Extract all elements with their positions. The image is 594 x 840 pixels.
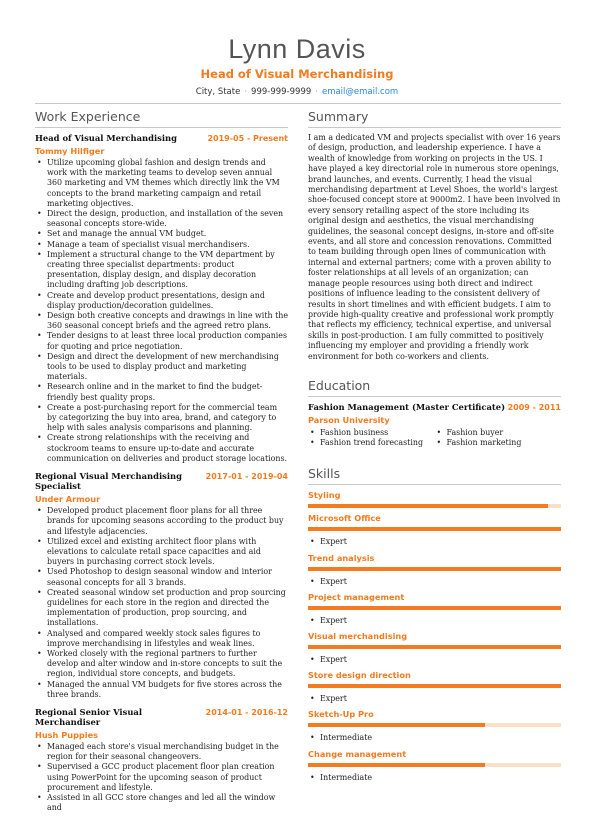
job-entry bbox=[35, 133, 288, 464]
section-title-work: Work Experience bbox=[35, 109, 288, 128]
job-company: Under Armour bbox=[35, 494, 101, 505]
skill-bar bbox=[308, 723, 561, 727]
education-school: Parson University bbox=[308, 414, 390, 425]
job-list bbox=[35, 133, 288, 813]
job-bullet: • Design and direct the development of new merchandising tools to be used to display product and marketing materials. bbox=[35, 352, 288, 383]
skill-level-list bbox=[308, 655, 561, 665]
skill-level: • Expert bbox=[308, 577, 561, 587]
job-role: Regional Senior Visual Merchandiser bbox=[35, 706, 143, 727]
job-bullet: • Set and manage the annual VM budget. bbox=[35, 229, 288, 239]
job-header bbox=[35, 471, 288, 491]
skill-name: Microsoft Office bbox=[308, 513, 381, 524]
contact-location: City, State bbox=[195, 87, 241, 97]
job-bullet: • Used Photoshop to design seasonal window and interior seasonal concepts for all 3 brands. bbox=[35, 567, 288, 587]
job-header bbox=[35, 133, 288, 143]
skill-name: Styling bbox=[308, 490, 341, 501]
contact-line bbox=[0, 87, 594, 97]
skill-bar bbox=[308, 504, 561, 508]
section-title-skills: Skills bbox=[308, 466, 561, 485]
skill-name: Project management bbox=[308, 591, 405, 602]
skill-level: • Intermediate bbox=[308, 733, 561, 743]
candidate-title: Head of Visual Merchandising bbox=[200, 67, 394, 81]
separator: · bbox=[244, 87, 248, 97]
skill-level-list bbox=[308, 616, 561, 626]
job-bullet: • Created seasonal window set production and prop sourcing guidelines for each store in the region and directed the implementation of production, prop sourcing, and installations. bbox=[35, 588, 288, 629]
skill-bar-fill bbox=[308, 606, 561, 610]
job-company: Hush Puppies bbox=[35, 729, 99, 740]
course-item: • Fashion business bbox=[308, 428, 435, 438]
skill-level: • Expert bbox=[308, 616, 561, 626]
skill-list bbox=[308, 490, 561, 782]
job-bullet: • Worked closely with the regional partners to further develop and alter window and in-store concepts to suit the region, individual store concepts, and budgets. bbox=[35, 649, 288, 680]
skill-bar bbox=[308, 763, 561, 767]
job-entry bbox=[35, 471, 288, 700]
skill-level-list bbox=[308, 694, 561, 704]
skill-name: Change management bbox=[308, 748, 407, 759]
job-bullet: • Managed the annual VM budgets for five stores across the three brands. bbox=[35, 680, 288, 700]
education-degree: Fashion Management (Master Certificate) bbox=[308, 401, 506, 412]
skill-bar-fill bbox=[308, 645, 561, 649]
skill-bar-fill bbox=[308, 763, 485, 767]
skill-bar-fill bbox=[308, 527, 561, 531]
job-role: Head of Visual Merchandising bbox=[35, 133, 177, 143]
skill-item bbox=[308, 592, 561, 626]
skill-bar bbox=[308, 606, 561, 610]
summary-text: I am a dedicated VM and projects specialist with over 16 years of design, production, and leadership experience. I have a wealth of knowledge from working on projects in the US. I have played a key directorial role in numerous store openings, brand launches, and events. Currently, I head the visual merchandising department at Level Shoes, the world's largest shoe-focused concept store at 9000m2. I have been involved in every sensory retailing aspect of the store including its original design and aesthetics, the visual merchandising guidelines, the seasonal concept designs, in-store and off-site events, and all store and concession renovations. Committed to team building through open lines of communication with internal and external partners; come with a proven ability to foster relationships at all levels of an organization; can manage people resources using both direct and indirect positions of influence leading to the consistent delivery of results in short timelines and with efficient budgets. I aim to provide high-quality creative and professional work promptly that reflects my efficiency, technical expertise, and universal skills in post-production. I am fully committed to positively influencing my employer and providing a friendly work environment for both co-workers and clients. bbox=[308, 133, 561, 361]
skill-item bbox=[308, 490, 561, 508]
job-date: 2019-05 - Present bbox=[207, 134, 288, 143]
job-bullet: • Tender designs to at least three local production companies for quoting and price negotiation. bbox=[35, 331, 288, 351]
job-bullet: • Direct the design, production, and installation of the seven seasonal concepts store-wide. bbox=[35, 209, 288, 229]
skill-name: Sketch-Up Pro bbox=[308, 709, 374, 720]
skill-bar-fill bbox=[308, 684, 561, 688]
job-bullet: • Managed each store's visual merchandising budget in the region for their seasonal changeovers. bbox=[35, 742, 288, 762]
skill-name: Store design direction bbox=[308, 670, 411, 681]
separator: · bbox=[315, 87, 318, 97]
skill-level: • Intermediate bbox=[308, 773, 561, 783]
skill-bar bbox=[308, 645, 561, 649]
job-bullet: • Create and develop product presentations, design and display production/decoration guidelines. bbox=[35, 291, 288, 311]
right-column bbox=[308, 109, 561, 787]
course-item: • Fashion marketing bbox=[435, 438, 562, 448]
job-bullet: • Create a post-purchasing report for the commercial team by categorizing the buy into area, brand, and category to help with sales analysis comparisons and planning. bbox=[35, 403, 288, 434]
skill-bar bbox=[308, 567, 561, 571]
left-column bbox=[35, 109, 288, 820]
job-role: Regional Visual Merchandising Specialist bbox=[35, 471, 182, 492]
skill-level-list bbox=[308, 537, 561, 547]
job-entry bbox=[35, 707, 288, 813]
skill-level: • Expert bbox=[308, 655, 561, 665]
job-bullet: • Design both creative concepts and drawings in line with the 360 seasonal concept briefs and the agreed retro plans. bbox=[35, 311, 288, 331]
contact-email-link[interactable]: email@email.com bbox=[321, 87, 399, 97]
job-bullets bbox=[35, 158, 288, 464]
skill-bar-fill bbox=[308, 723, 485, 727]
job-bullet: • Manage a team of specialist visual merchandisers. bbox=[35, 240, 288, 250]
job-bullets bbox=[35, 506, 288, 700]
job-bullet: • Research online and in the market to find the budget-friendly best quality props. bbox=[35, 382, 288, 402]
job-bullet: • Supervised a GCC product placement floor plan creation using PowerPoint for the upcoming season of product procurement and lifestyle. bbox=[35, 762, 288, 793]
skill-level: • Expert bbox=[308, 537, 561, 547]
education-date: 2009 - 2011 bbox=[507, 402, 561, 412]
course-item: • Fashion buyer bbox=[435, 428, 562, 438]
skill-bar bbox=[308, 527, 561, 531]
skill-level-list bbox=[308, 577, 561, 587]
skill-level-list bbox=[308, 773, 561, 783]
job-bullet: • Utilized excel and existing architect floor plans with elevations to calculate retail space capacities and aid buyers in purchasing correct stock levels. bbox=[35, 537, 288, 568]
skill-bar-fill bbox=[308, 567, 561, 571]
skill-item bbox=[308, 513, 561, 547]
job-bullets bbox=[35, 742, 288, 813]
skill-name: Trend analysis bbox=[308, 552, 375, 563]
job-bullet: • Create strong relationships with the receiving and stockroom teams to ensure up-to-date and accurate communication on deliveries and product storage locations. bbox=[35, 433, 288, 464]
header-divider bbox=[35, 103, 561, 104]
job-bullet: • Implement a structural change to the VM department by creating three specialist departments: product presentation, display design, and display decoration including drafting job descriptions. bbox=[35, 250, 288, 291]
skill-item bbox=[308, 553, 561, 587]
skill-item bbox=[308, 670, 561, 704]
skill-level: • Expert bbox=[308, 694, 561, 704]
job-header bbox=[35, 707, 288, 727]
job-bullet: • Analysed and compared weekly stock sales figures to improve merchandising in lifestyles and weak lines. bbox=[35, 629, 288, 649]
candidate-name: Lynn Davis bbox=[228, 34, 366, 64]
skill-bar bbox=[308, 684, 561, 688]
education-courses bbox=[308, 428, 561, 448]
job-bullet: • Developed product placement floor plans for all three brands for upcoming seasons according to the product buy and lifestyle adjacencies. bbox=[35, 506, 288, 537]
education-entry bbox=[308, 402, 561, 412]
skill-item bbox=[308, 709, 561, 743]
job-bullet: • Assisted in all GCC store changes and led all the window and bbox=[35, 793, 288, 813]
job-bullet: • Utilize upcoming global fashion and design trends and work with the marketing teams to develop seven annual 360 marketing and VM themes which directly link the VM concepts to the brand marketing campaign and retail marketing objectives. bbox=[35, 158, 288, 209]
skill-name: Visual merchandising bbox=[308, 630, 408, 641]
skill-level-list bbox=[308, 733, 561, 743]
contact-phone: 999-999-9999 bbox=[251, 87, 312, 97]
skill-bar-fill bbox=[308, 504, 548, 508]
section-title-summary: Summary bbox=[308, 109, 561, 128]
skill-item bbox=[308, 749, 561, 783]
section-title-education: Education bbox=[308, 378, 561, 397]
course-item: • Fashion trend forecasting bbox=[308, 438, 435, 448]
skill-item bbox=[308, 631, 561, 665]
job-company: Tommy Hilfiger bbox=[35, 146, 105, 156]
resume-header bbox=[0, 34, 594, 97]
job-date: 2014-01 - 2016-12 bbox=[205, 707, 288, 717]
job-date: 2017-01 - 2019-04 bbox=[205, 472, 288, 482]
